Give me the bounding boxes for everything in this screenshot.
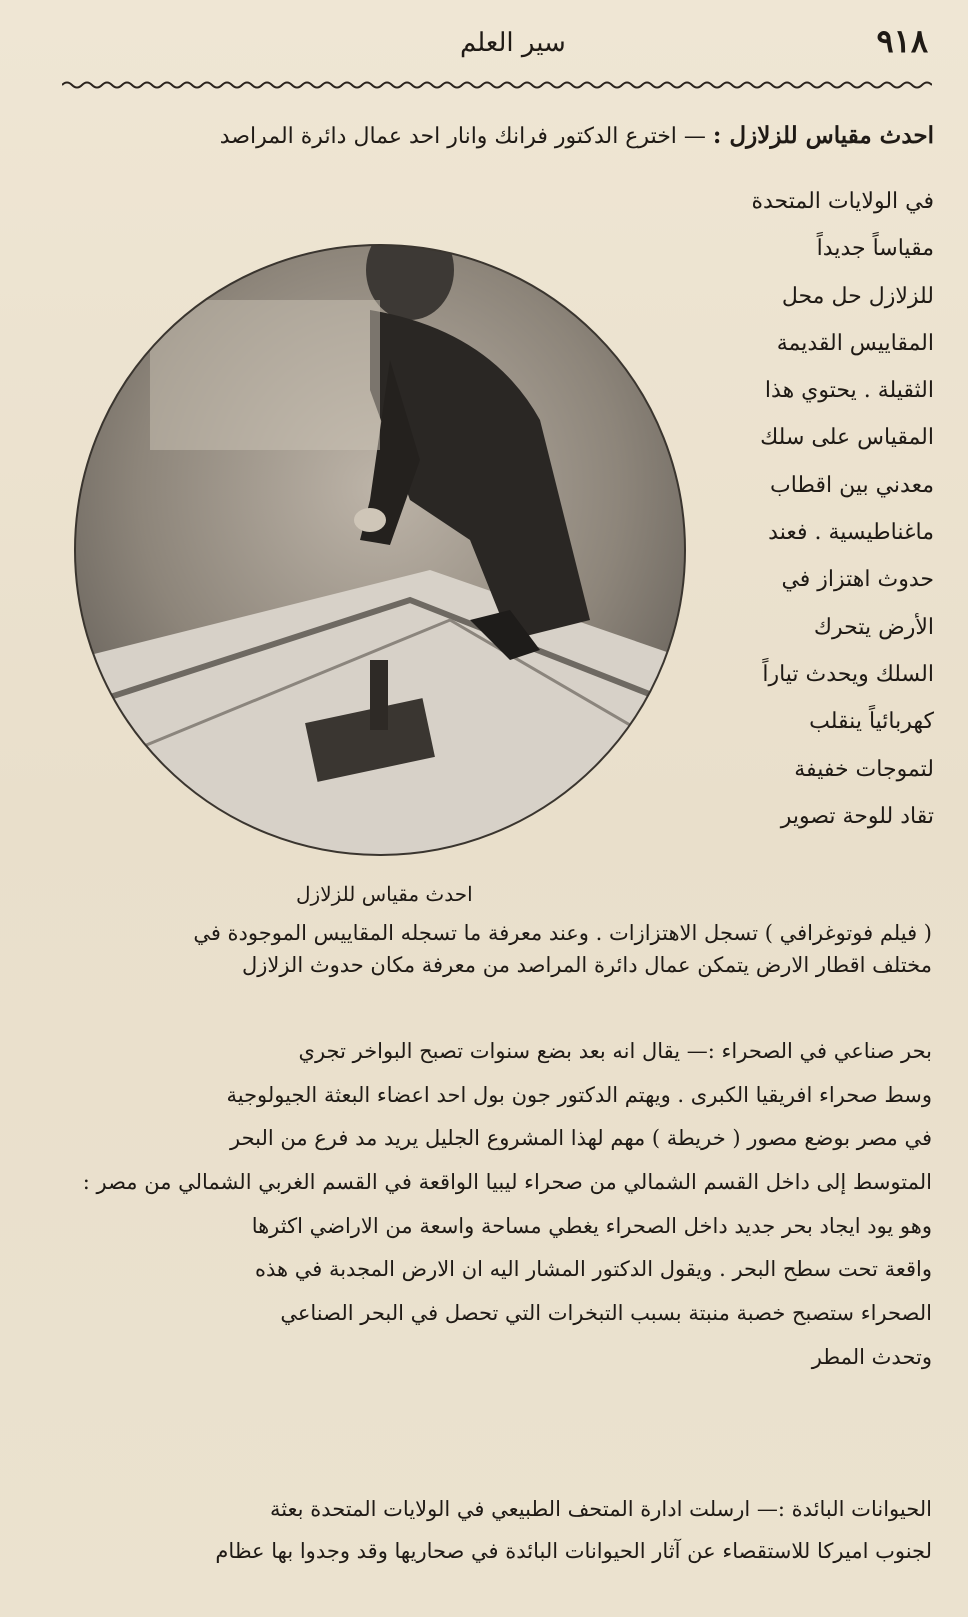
column-line: حدوث اهتزاز في — [781, 567, 934, 593]
photo-caption: احدث مقياس للزلازل — [296, 882, 473, 906]
body-line: وهو يود ايجاد بحر جديد داخل الصحراء يغطي مساحة واسعة من الاراضي اكثرها — [251, 1213, 932, 1238]
body-line: وسط صحراء افريقيا الكبرى . ويهتم الدكتور جون بول احد اعضاء البعثة الجيولوجية — [226, 1082, 932, 1107]
body-line: لجنوب اميركا للاستقصاء عن آثار الحيوانات البائدة في صحاريها وقد وجدوا بها عظام — [215, 1539, 932, 1563]
column-line: في الولايات المتحدة — [751, 189, 934, 214]
column-line: لتموجات خفيفة — [794, 756, 934, 782]
column-line: المقياس على سلك — [760, 425, 934, 451]
column-line: الثقيلة . يحتوي هذا — [764, 378, 934, 404]
column-line: مقياساً جديداً — [816, 236, 934, 262]
article-seismograph-intro — [34, 118, 934, 154]
page-number: ٩١٨ — [876, 22, 928, 60]
body-line: في مصر بوضع مصور ( خريطة ) مهم لهذا المشروع الجليل يريد مد فرع من البحر — [229, 1126, 932, 1151]
column-line: السلك ويحدث تياراً — [762, 661, 934, 687]
body-line: وتحدث المطر — [811, 1344, 932, 1369]
page-header — [60, 22, 928, 72]
wavy-rule — [62, 78, 932, 92]
column-line: تقاد للوحة تصوير — [780, 803, 934, 829]
body-line: المتوسط إلى داخل القسم الشمالي من صحراء ليبيا الواقعة في القسم الغربي الشمالي من مصر : — [82, 1170, 932, 1195]
seismograph-photo — [70, 240, 690, 860]
lead-text: — اخترع الدكتور فرانك وانار احد عمال دائرة المراصد — [219, 124, 706, 149]
article-extinct-animals — [36, 1488, 932, 1572]
column-line: المقاييس القديمة — [776, 330, 934, 356]
headline-seismograph: احدث مقياس للزلازل : — [712, 122, 934, 149]
photo-area — [70, 178, 720, 898]
column-line: معدني بين اقطاب — [770, 472, 934, 498]
column-line: كهربائياً ينقلب — [809, 709, 934, 735]
article-artificial-sea — [36, 1030, 932, 1379]
text-column — [744, 178, 934, 840]
body-line: مختلف اقطار الارض يتمكن عمال دائرة المراصد من معرفة مكان حدوث الزلازل — [241, 952, 932, 977]
body-line: واقعة تحت سطح البحر . ويقول الدكتور المشار اليه ان الارض المجدبة في هذه — [254, 1257, 932, 1282]
body-line: الحيوانات البائدة :— ارسلت ادارة المتحف الطبيعي في الولايات المتحدة بعثة — [269, 1497, 932, 1521]
body-line: ( فيلم فوتوغرافي ) تسجل الاهتزازات . وعند معرفة ما تسجله المقاييس الموجودة في — [193, 921, 932, 945]
column-line: ماغناطيسية . فعند — [768, 520, 934, 546]
article-seismograph-continuation — [36, 918, 932, 982]
running-title: سير العلم — [460, 28, 566, 58]
body-line: الصحراء ستصبح خصبة منبتة بسبب التبخرات التي تحصل في البحر الصناعي — [280, 1301, 932, 1326]
body-line: بحر صناعي في الصحراء :— يقال انه بعد بضع سنوات تصبح البواخر تجري — [298, 1039, 932, 1063]
column-line: للزلازل حل محل — [781, 283, 934, 309]
column-line: الأرض يتحرك — [813, 614, 934, 640]
